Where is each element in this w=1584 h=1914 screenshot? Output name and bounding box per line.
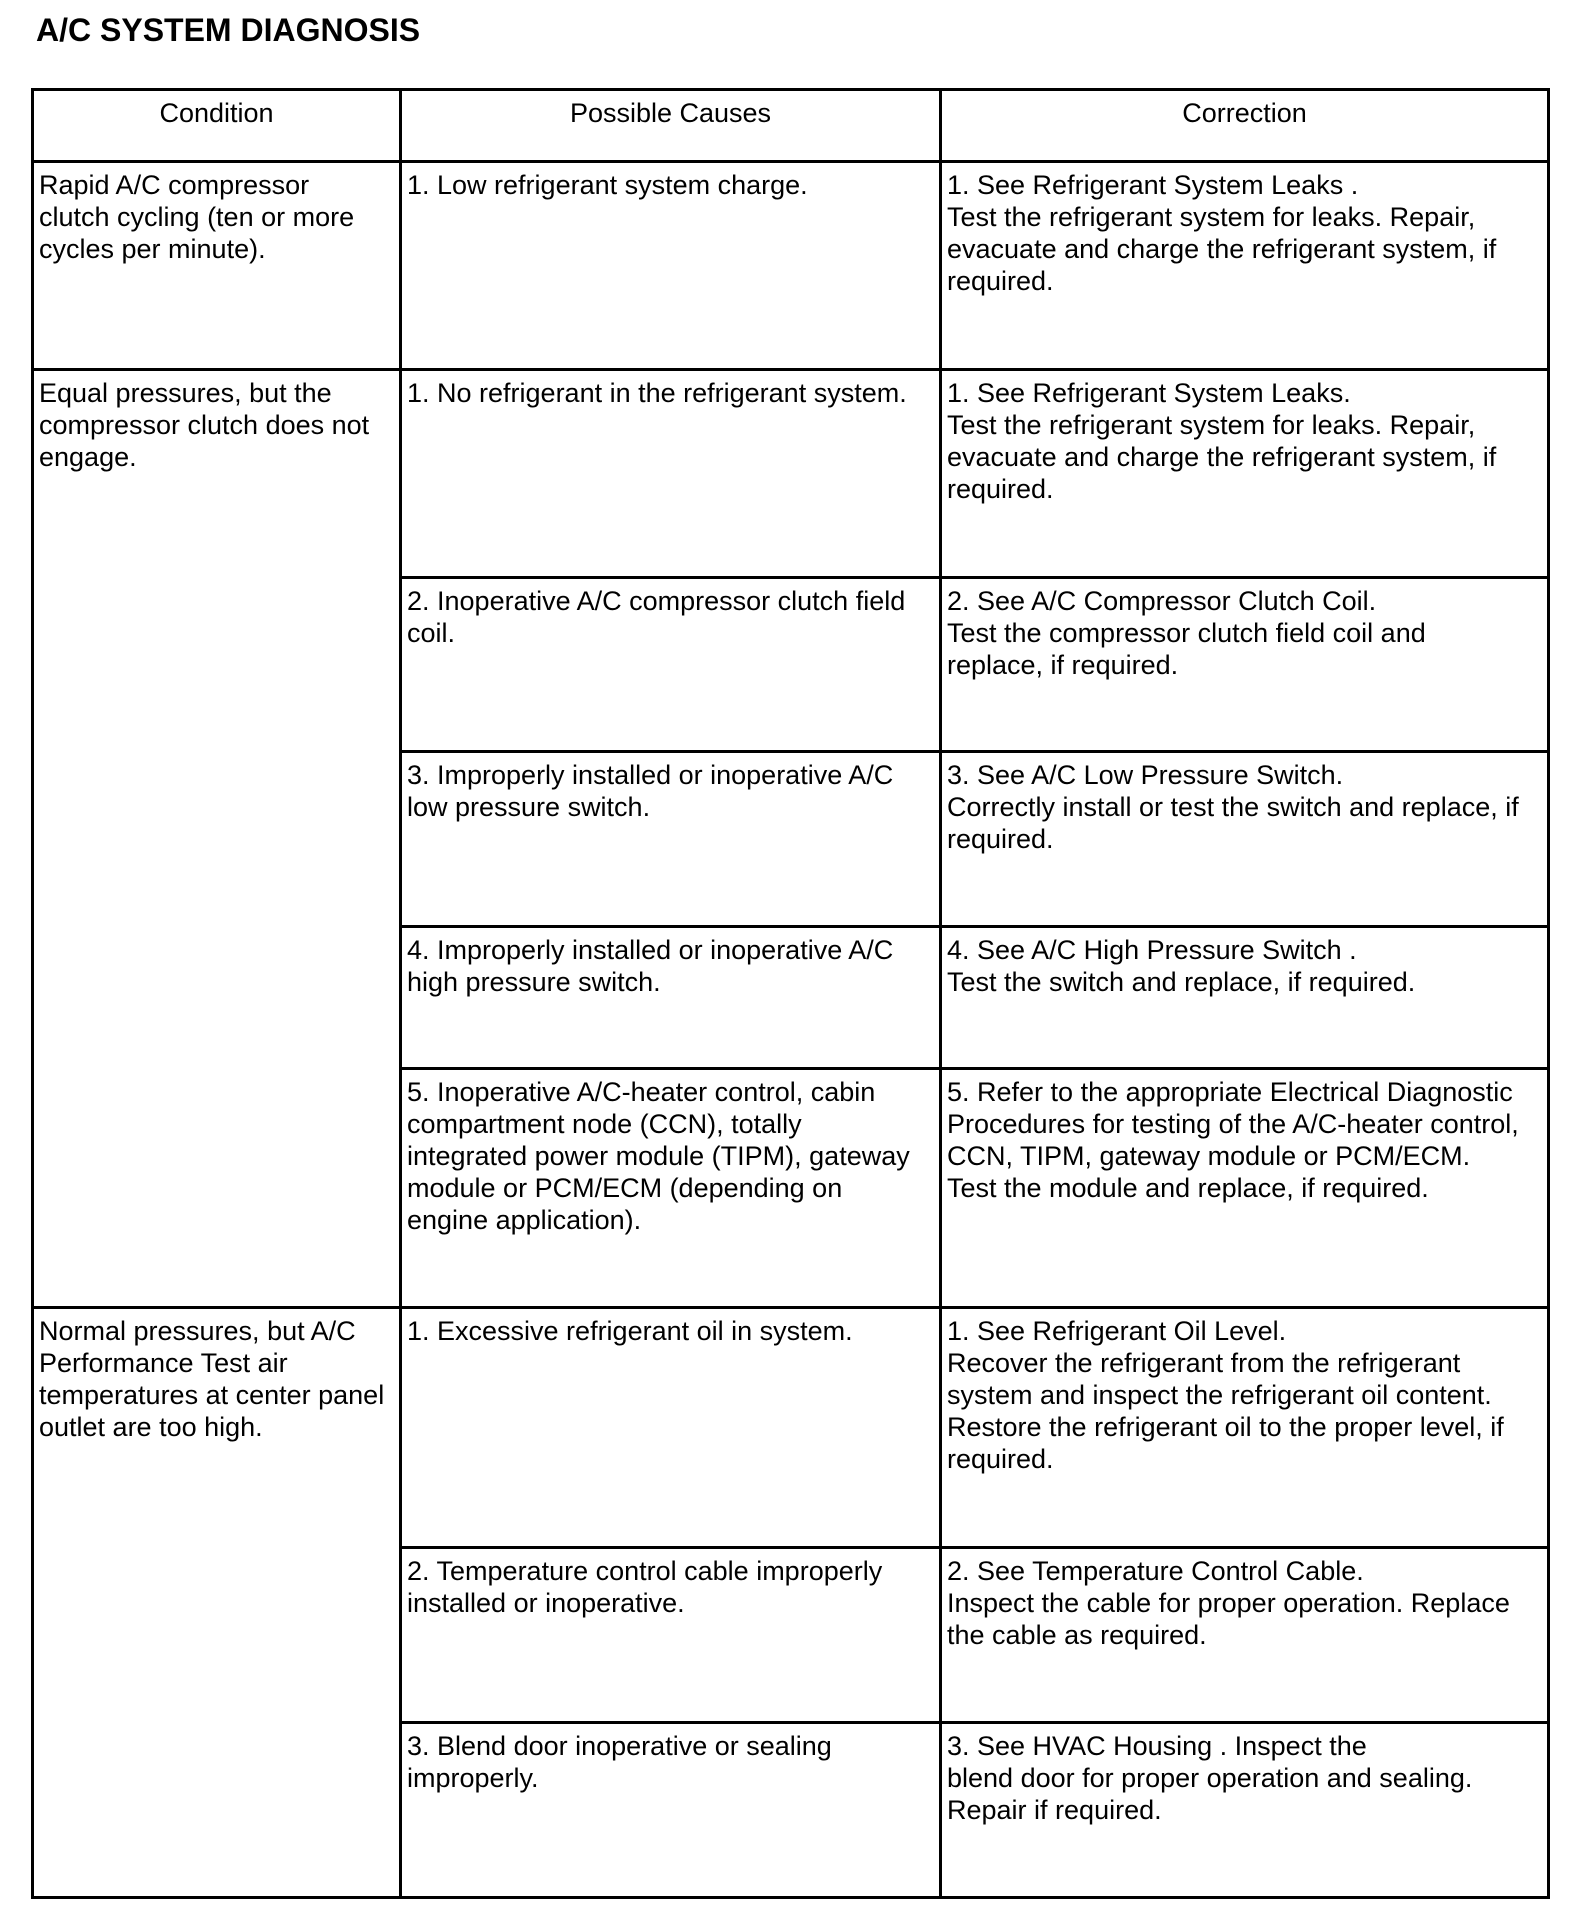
- diagnosis-table: [31, 88, 1550, 1899]
- cause-cell: 3. Improperly installed or inoperative A/C low pressure switch.: [401, 752, 941, 927]
- header-condition: Condition: [33, 90, 401, 162]
- cause-cell: 3. Blend door inoperative or sealing improperly.: [401, 1723, 941, 1898]
- table-row: [33, 370, 1549, 578]
- cause-cell: 5. Inoperative A/C-heater control, cabin compartment node (CCN), totally integrated power module (TIPM), gateway module or PCM/ECM (depending on engine application).: [401, 1069, 941, 1308]
- condition-cell: Equal pressures, but the compressor clutch does not engage.: [33, 370, 401, 1308]
- cause-cell: 1. No refrigerant in the refrigerant system.: [401, 370, 941, 578]
- correction-cell: 2. See Temperature Control Cable. Inspect the cable for proper operation. Replace the cable as required.: [941, 1548, 1549, 1723]
- table-row: [33, 162, 1549, 370]
- header-possible-causes: Possible Causes: [401, 90, 941, 162]
- condition-cell: Rapid A/C compressor clutch cycling (ten or more cycles per minute).: [33, 162, 401, 370]
- correction-cell: 1. See Refrigerant System Leaks . Test the refrigerant system for leaks. Repair, evacuate and charge the refrigerant system, if required.: [941, 162, 1549, 370]
- page-title: A/C SYSTEM DIAGNOSIS: [36, 12, 421, 48]
- cause-cell: 1. Low refrigerant system charge.: [401, 162, 941, 370]
- cause-cell: 1. Excessive refrigerant oil in system.: [401, 1308, 941, 1548]
- condition-cell: Normal pressures, but A/C Performance Test air temperatures at center panel outlet are too high.: [33, 1308, 401, 1898]
- cause-cell: 4. Improperly installed or inoperative A/C high pressure switch.: [401, 927, 941, 1069]
- table-row: [33, 1308, 1549, 1548]
- correction-cell: 2. See A/C Compressor Clutch Coil. Test the compressor clutch field coil and replace, if required.: [941, 578, 1549, 752]
- correction-cell: 5. Refer to the appropriate Electrical Diagnostic Procedures for testing of the A/C-heater control, CCN, TIPM, gateway module or PCM/ECM. Test the module and replace, if required.: [941, 1069, 1549, 1308]
- header-correction: Correction: [941, 90, 1549, 162]
- cause-cell: 2. Temperature control cable improperly installed or inoperative.: [401, 1548, 941, 1723]
- correction-cell: 3. See A/C Low Pressure Switch. Correctly install or test the switch and replace, if required.: [941, 752, 1549, 927]
- correction-cell: 1. See Refrigerant Oil Level. Recover the refrigerant from the refrigerant system and inspect the refrigerant oil content. Restore the refrigerant oil to the proper level, if required.: [941, 1308, 1549, 1548]
- correction-cell: 4. See A/C High Pressure Switch . Test the switch and replace, if required.: [941, 927, 1549, 1069]
- correction-cell: 1. See Refrigerant System Leaks. Test the refrigerant system for leaks. Repair, evacuate and charge the refrigerant system, if required.: [941, 370, 1549, 578]
- cause-cell: 2. Inoperative A/C compressor clutch field coil.: [401, 578, 941, 752]
- table-header-row: [33, 90, 1549, 162]
- correction-cell: 3. See HVAC Housing . Inspect the blend door for proper operation and sealing. Repair if required.: [941, 1723, 1549, 1898]
